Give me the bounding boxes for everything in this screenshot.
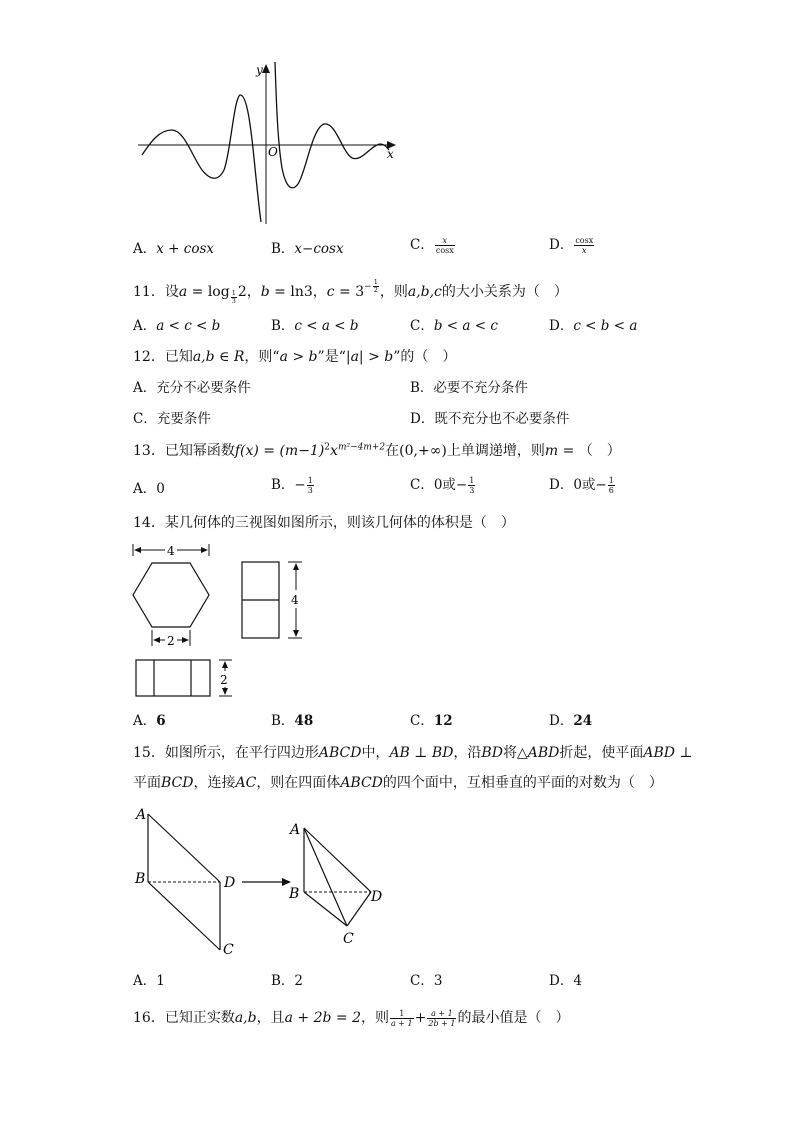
- q15-option-b[interactable]: B．2: [271, 973, 304, 989]
- q14-three-views: [125, 538, 325, 704]
- svg-text:C: C: [223, 942, 234, 958]
- q14-option-d[interactable]: D．24: [549, 713, 593, 729]
- q15-folding-figure: [128, 800, 398, 962]
- q16-fraction-1: $\frac{1}{a + 1}$: [390, 1008, 413, 1028]
- q13-option-c[interactable]: C．0或− $\frac{1}{3}$: [410, 476, 475, 495]
- q13-option-d[interactable]: D．0或− $\frac{1}{6}$: [549, 476, 614, 495]
- q15-stem-line1: 15．如图所示，在平行四边形ABCD中，AB ⊥ BD，沿BD将△ABD折起，使平面ABD ⊥: [133, 745, 693, 761]
- q10-option-c-fraction: $\frac{x}{\cos x}$: [435, 236, 454, 255]
- svg-text:C: C: [343, 931, 354, 947]
- svg-text:A: A: [136, 807, 147, 823]
- q15-option-d[interactable]: D．4: [549, 973, 582, 989]
- svg-text:B: B: [289, 886, 300, 902]
- top-width-label: 4: [167, 544, 175, 558]
- q15-option-a[interactable]: A．1: [133, 973, 165, 989]
- q10-option-a-letter: A．: [133, 241, 157, 257]
- q11-option-d[interactable]: D．c < b < a: [549, 318, 638, 334]
- q11-stem: 11．设a = log $\frac{1}{3}$ 2，b = ln3，$c = 3^{- \frac{1}{2}}$ ，则a,b,c的大小关系为（ ）: [133, 278, 568, 305]
- y-axis-arrow-icon: [262, 64, 270, 73]
- dim-arrow-icon: [201, 547, 208, 553]
- origin-label: O: [268, 145, 278, 159]
- dim-arrow-icon: [293, 630, 299, 637]
- dim-arrow-icon: [153, 637, 160, 643]
- q10-option-a-text: x + cosx: [156, 241, 214, 257]
- dim-arrow-icon: [293, 563, 299, 570]
- q12-option-d[interactable]: D．既不充分也不必要条件: [410, 411, 570, 427]
- q12-option-b[interactable]: B．必要不充分条件: [410, 380, 528, 396]
- q15-stem-line2: 平面BCD，连接AC，则在四面体ABCD的四个面中，互相垂直的平面的对数为（ ）: [133, 775, 663, 791]
- q10-option-c[interactable]: [410, 236, 456, 255]
- q16-fraction-2: $\frac{a + 1}{2b + 1}$: [428, 1008, 456, 1028]
- q14-option-c[interactable]: C．12: [410, 713, 453, 729]
- dim-arrow-icon: [182, 637, 189, 643]
- svg-text:D: D: [224, 875, 236, 891]
- side-view: [136, 660, 210, 696]
- q11-option-a[interactable]: A．a < c < b: [133, 318, 221, 334]
- dim-arrow-icon: [134, 547, 141, 553]
- q12-option-a[interactable]: A．充分不必要条件: [133, 380, 251, 396]
- q12-stem: 12．已知a,b ∈ R，则“a > b”是“|a| > b”的（ ）: [133, 349, 457, 365]
- q10-option-b-text: x−cosx: [294, 241, 344, 257]
- q13-stem: 13．已知幂函数$f(x) = (m-1)^2x^{m^2-4m+2}$在(0,+∞)上单调递增，则m = （ ）: [133, 442, 621, 459]
- side-height-label: 2: [220, 673, 228, 687]
- q13-option-b[interactable]: B．− $\frac{1}{3}$: [271, 476, 313, 495]
- q13-option-a[interactable]: A．0: [133, 481, 165, 497]
- q10-function-graph: [130, 58, 410, 228]
- q14-option-b[interactable]: B．48: [271, 713, 314, 729]
- y-axis-label: y: [256, 63, 263, 77]
- q10-option-d-letter: D．: [549, 237, 574, 253]
- q14-stem: 14．某几何体的三视图如图所示，则该几何体的体积是（ ）: [133, 515, 515, 531]
- log-base-fraction: $\frac{1}{3}$: [231, 289, 236, 305]
- q10-option-a[interactable]: [133, 240, 214, 258]
- dim-arrow-icon: [222, 661, 228, 668]
- q10-option-c-letter: C．: [410, 237, 434, 253]
- q12-option-c[interactable]: C．充要条件: [133, 411, 211, 427]
- q14-option-a[interactable]: A．6: [133, 713, 166, 729]
- q11-option-b[interactable]: B．c < a < b: [271, 318, 359, 334]
- q15-option-c[interactable]: C．3: [410, 973, 443, 989]
- fold-arrow-icon: [282, 878, 291, 886]
- q10-option-d[interactable]: [549, 236, 595, 255]
- dim-arrow-icon: [222, 688, 228, 695]
- curve-right-branch: [275, 62, 389, 188]
- q16-stem: 16．已知正实数a,b，且a + 2b = 2，则 $\frac{1}{a + 1}$ + $\frac{a + 1}{2b + 1}$ 的最小值是（ ）: [133, 1008, 570, 1028]
- q10-option-d-fraction: $\frac{\cos x}{x}$: [575, 236, 594, 255]
- curve-left-branch: [142, 95, 261, 222]
- q10-option-b[interactable]: [271, 240, 344, 258]
- hexagon-view: [133, 563, 209, 627]
- x-axis-label: x: [387, 147, 394, 161]
- q10-option-b-letter: B．: [271, 241, 295, 257]
- svg-text:D: D: [371, 889, 383, 905]
- svg-text:A: A: [290, 822, 301, 838]
- front-height-label: 4: [291, 593, 299, 607]
- hex-side-label: 2: [167, 634, 175, 648]
- q11-option-c[interactable]: C．b < a < c: [410, 318, 498, 334]
- svg-text:B: B: [135, 871, 146, 887]
